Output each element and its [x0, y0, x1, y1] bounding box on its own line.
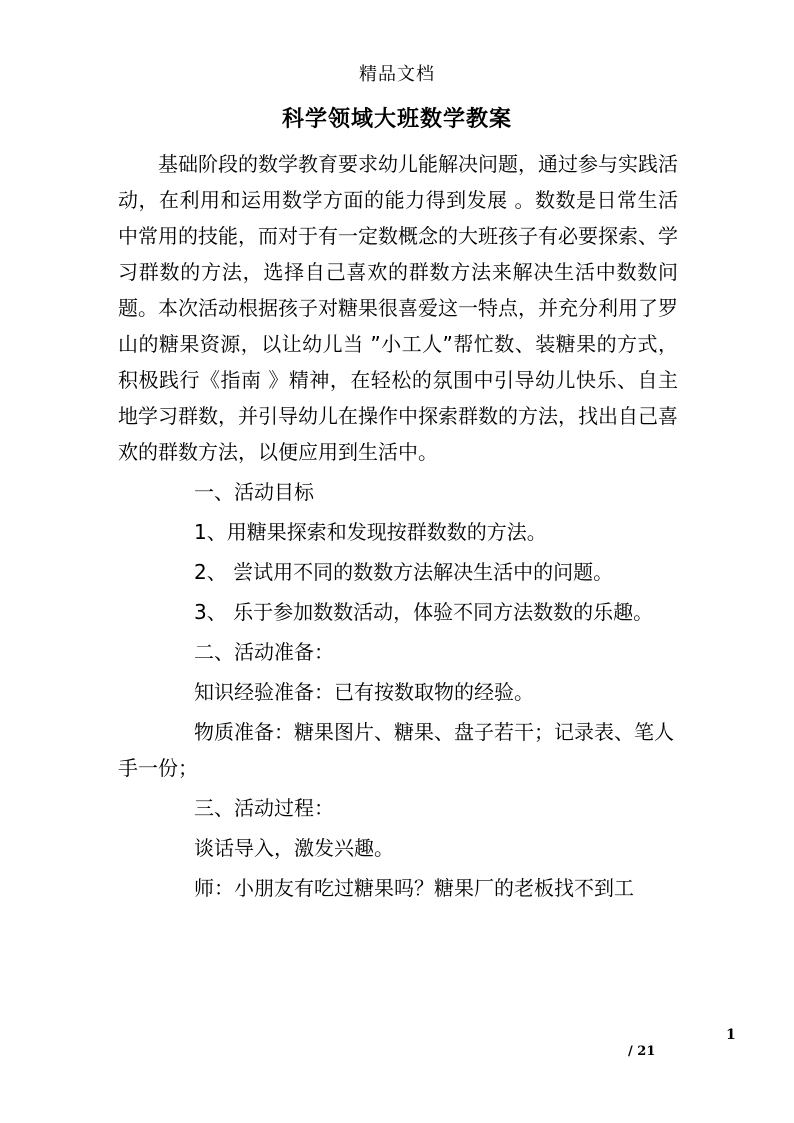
teacher-line: 师：小朋友有吃过糖果吗？糖果厂的老板找不到工 — [194, 876, 634, 900]
goal-item-2: 2、 尝试用不同的数数方法解决生活中的问题。 — [194, 560, 614, 584]
goal-item-3: 3、 乐于参加数数活动，体验不同方法数数的乐趣。 — [194, 600, 654, 624]
prep-knowledge: 知识经验准备：已有按数取物的经验。 — [194, 680, 534, 704]
page-total: / 21 — [628, 1044, 656, 1059]
section-heading-preparation: 二、活动准备： — [194, 640, 334, 664]
document-body — [118, 146, 678, 906]
page-header: 精品文档 — [359, 64, 435, 85]
document-title: 科学领域大班数学教案 — [281, 107, 512, 132]
section-heading-process: 三、活动过程： — [194, 796, 334, 820]
page-number: 1 — [726, 1027, 736, 1043]
section-heading-goals: 一、活动目标 — [194, 480, 314, 504]
prep-materials: 物质准备：糖果图片、糖果、盘子若干；记录表、笔人手一份； — [118, 720, 674, 780]
intro-paragraph: 基础阶段的数学教育要求幼儿能解决问题，通过参与实践活动，在利用和运用数学方面的能力得到发展 。数数是日常生活中常用的技能，而对于有一定数概念的大班孩子有必要探索、学习群数的方法，选择自己喜欢的群数方法来解决生活中数数问题。本次活动根据孩子对糖果很喜爱这一特点，并充分利用了罗山的糖果资源，以让幼儿当 ”小工人”帮忙数、装糖果的方式，积极践行《指南 》精神，在轻松的氛围中引导幼儿快乐、自主地学习群数，并引导幼儿在操作中探索群数的方法，找出自己喜欢的群数方法，以便应用到生活中。 — [118, 152, 678, 464]
goal-item-1: 1、用糖果探索和发现按群数数的方法。 — [194, 520, 547, 544]
process-intro: 谈话导入，激发兴趣。 — [194, 836, 394, 860]
